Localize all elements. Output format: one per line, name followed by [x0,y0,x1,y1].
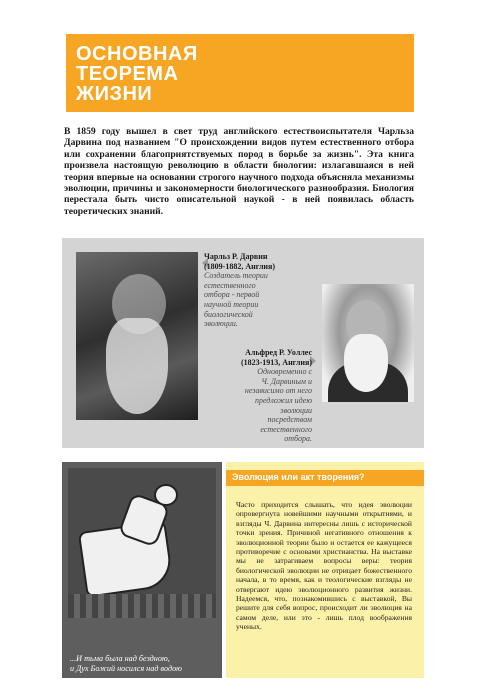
portrait-panel [62,238,424,448]
cartoon-panel [62,462,222,678]
wallace-name: Альфред Р. Уоллес [245,348,312,357]
darwin-desc-5: биологической [204,309,253,319]
darwin-desc-4: научной теории [204,299,259,309]
wallace-desc-6: посредством [267,415,312,425]
sidebar-box [226,462,424,678]
wallace-desc-3: независимо от него [244,386,312,396]
sidebar-heading: Эволюция или акт творения? [232,472,365,482]
wallace-caption [202,348,312,444]
wallace-desc-8: отбора. [284,434,312,444]
title-line-3: ЖИЗНИ [76,83,153,105]
wallace-desc-1: Одновременно с [257,367,312,377]
wallace-portrait [322,284,414,402]
darwin-caption [204,252,322,329]
cartoon-caption-line-2: и Дух Божий носился над водою [70,664,182,673]
darwin-desc-2: естественного [204,280,256,290]
title-line-1: ОСНОВНАЯ [76,43,198,65]
darwin-desc-3: отбора - первой [204,290,260,300]
darwin-portrait [76,252,198,420]
wallace-desc-4: предложил идею [254,395,312,405]
wallace-dates: (1823-1913, Англия) [240,357,312,367]
cartoon-waves [68,594,216,618]
wallace-desc-7: естественного [260,424,312,434]
title-banner [66,34,414,112]
darwin-desc-6: эволюции. [204,319,238,329]
intro-paragraph: В 1859 году вышел в свет труд английского естествоиспытателя Чарльза Дарвина под названием "О происхождении видов путем естественного отбора или сохранении благоприятствуемых пород в борьбе за жизнь". Эта книга произвела настоящую революцию в области биологии: излагавшаяся в ней теория впервые на основании строгого научного подхода объясняла механизмы эволюции, причины и закономерности биологического разнообразия. Биология перестала быть чисто описательной наукой - в ней появилась область теоретических знаний. [64,126,414,217]
darwin-dates: (1809-1882, Англия) [204,261,276,271]
sidebar-heading-bar [226,470,424,486]
cartoon-illustration [68,468,216,618]
sidebar-text: Часто приходится слышать, что идея эволюции опровергнута новейшими научными открытиями, и взгляды Ч. Дарвина интересны лишь с исторической точки зрения. Причиной негативного отношения к эволюционной теории было и остается ее кажущееся противоречие с основами христианства. На выставке мы не затрагиваем вопросы веры: теория биологической эволюции не отрицает божественного начала, в то время, как и теологические взгляды не отвергают идею эволюционного развития жизни. Надеемся, что, познакомившись с выставкой, Вы решите для себя вопрос, происходит ли эволюция на самом деле, или это - лишь плод воображения ученых. [236,500,412,632]
cartoon-figure-head [154,484,178,506]
cartoon-caption-line-1: ...И тьма была над бездною, [70,654,170,663]
wallace-desc-5: эволюции [280,405,312,415]
cartoon-caption [70,654,220,674]
title-line-2: ТЕОРЕМА [76,63,179,85]
wallace-desc-2: Ч. Дарвиным и [261,376,312,386]
darwin-desc-1: Создатель теории [204,271,268,281]
darwin-name: Чарльз Р. Дарвин [204,252,268,261]
